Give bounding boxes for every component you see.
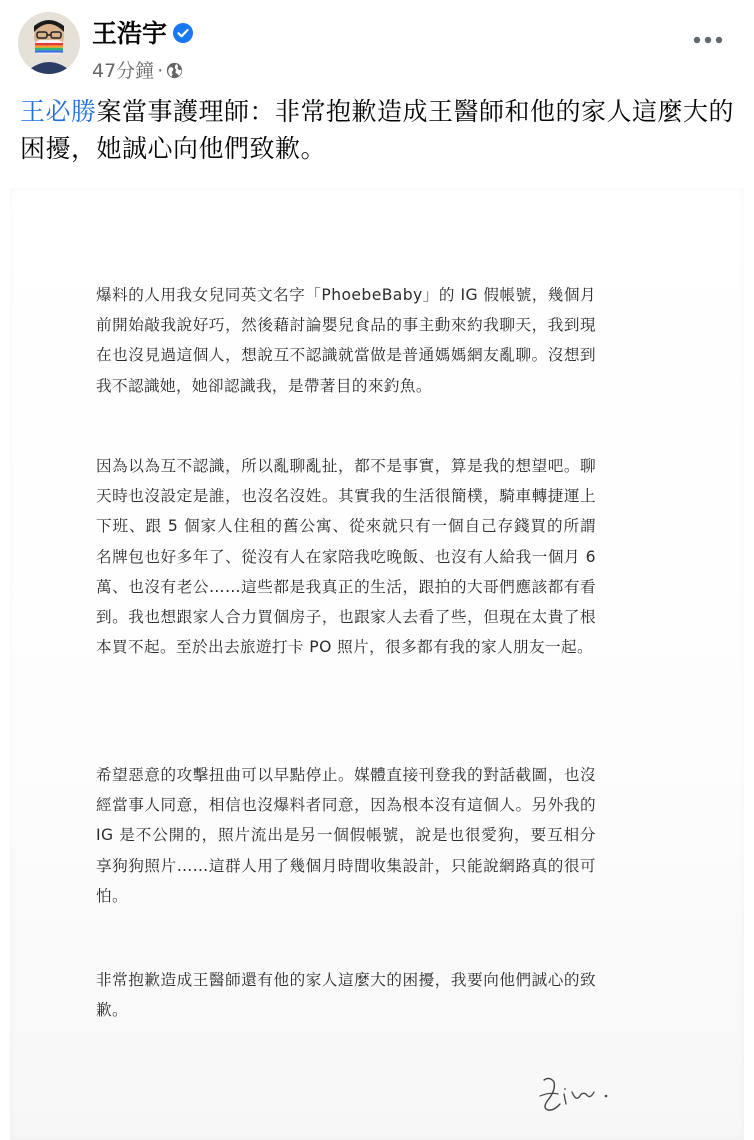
author-name-row xyxy=(92,14,193,50)
post-time[interactable]: 47分鐘 xyxy=(92,60,155,82)
letter-paragraph: 因為以為互不認識，所以亂聊亂扯，都不是事實，算是我的想望吧。聊天時也沒設定是誰，也沒名沒姓。其實我的生活很簡樸，騎車轉捷運上下班、跟 5 個家人住租的舊公寓、從來就只有一個自己存錢買的所謂名牌包也好多年了、從沒有人在家陪我吃晚飯、也沒有人給我一個月 6 萬、也沒有老公……這些都是我真正的生活，跟拍的大哥們應該都有看到。我也想跟家人合力買個房子，也跟家人去看了些，但現在太貴了根本買不起。至於出去旅遊打卡 PO 照片，很多都有我的家人朋友一起。 xyxy=(96,457,596,657)
post-meta xyxy=(92,56,183,83)
post-caption xyxy=(20,93,740,167)
globe-icon[interactable] xyxy=(166,62,183,79)
caption-text: 案當事護理師：非常抱歉造成王醫師和他的家人這麼大的困擾，她誠心向他們致歉。 xyxy=(20,97,735,163)
handwritten-signature xyxy=(534,1070,624,1120)
caption-hashtag-link[interactable]: 王必勝 xyxy=(20,97,97,126)
verified-badge-icon xyxy=(173,23,193,43)
more-options-icon[interactable] xyxy=(688,26,728,54)
letter-paragraph: 非常抱歉造成王醫師還有他的家人這麼大的困擾，我要向他們誠心的致歉。 xyxy=(96,971,596,1020)
letter-paragraph: 爆料的人用我女兒同英文名字「PhoebeBaby」的 IG 假帳號，幾個月前開始敲我說好巧，然後藉討論嬰兒食品的事主動來約我聊天，我到現在也沒見過這個人，想說互不認識就當做是普通媽媽網友亂聊。沒想到我不認識她，她卻認識我，是帶著目的來釣魚。 xyxy=(96,286,596,395)
avatar-photo xyxy=(18,12,80,74)
meta-separator: · xyxy=(157,60,164,82)
letter-paragraph: 希望惡意的攻擊扭曲可以早點停止。媒體直接刊登我的對話截圖，也沒經當事人同意，相信也沒爆料者同意，因為根本沒有這個人。另外我的 IG 是不公開的，照片流出是另一個假帳號，說是也很愛狗，要互相分享狗狗照片……這群人用了幾個月時間收集設計，只能說網路真的很可怕。 xyxy=(96,766,596,905)
author-name[interactable]: 王浩宇 xyxy=(92,19,168,48)
post-header xyxy=(0,0,754,90)
author-avatar[interactable] xyxy=(18,12,80,74)
post-image-letter[interactable] xyxy=(10,188,744,1140)
